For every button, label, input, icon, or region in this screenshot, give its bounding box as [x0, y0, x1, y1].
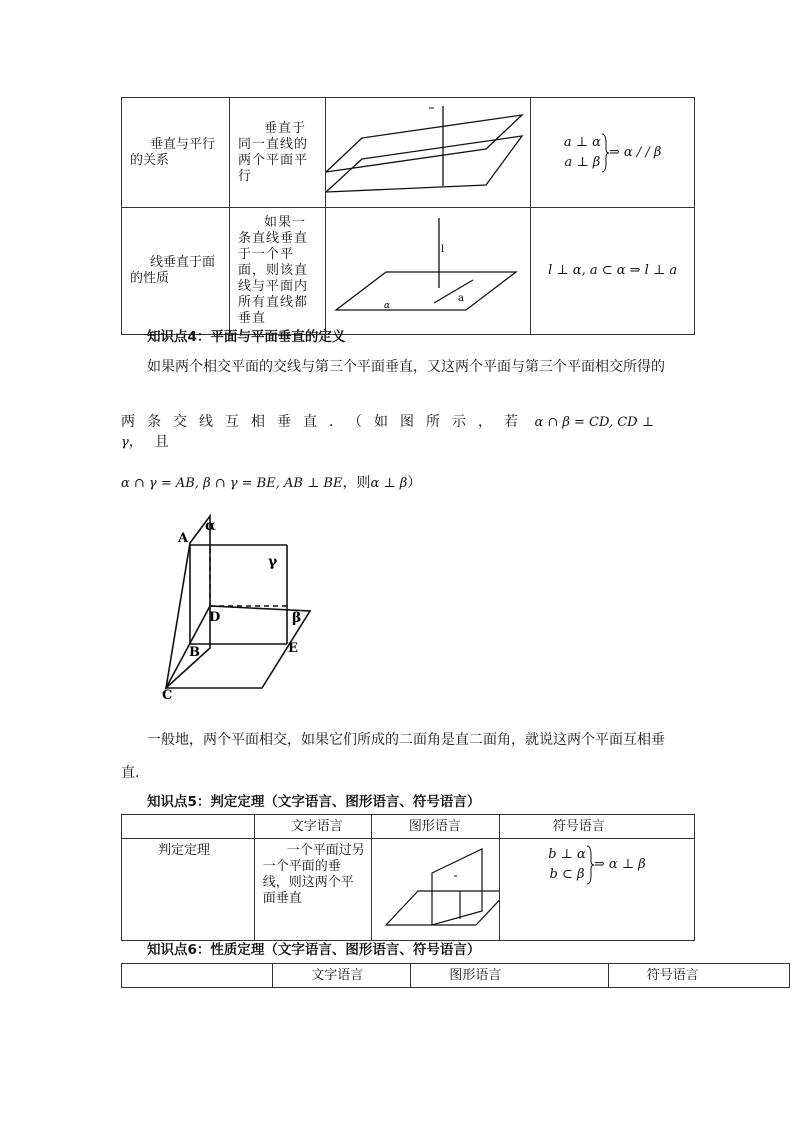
- kp4-heading: 知识点4：平面与平面垂直的定义: [147, 329, 346, 345]
- kp4-para3-end: ）: [407, 475, 422, 491]
- row-text: 如果一条直线垂直于一个平面，则该直线与平面内所有直线都垂直: [237, 215, 308, 326]
- kp4-para3: [121, 472, 421, 492]
- symbol-line: b ⊥ α: [548, 847, 586, 862]
- row-text-cell: [229, 98, 325, 208]
- symbol-group: [564, 133, 662, 173]
- header-cell: 符号语言: [608, 964, 789, 988]
- kp5-heading: 知识点5：判定定理（文字语言、图形语言、符号语言）: [147, 794, 481, 810]
- symbol-line: a ⊥ β: [564, 154, 601, 170]
- row-name-cell: [122, 839, 255, 941]
- symbol: l ⊥ α, a ⊂ α ⇒ l ⊥ a: [548, 263, 678, 278]
- plane-beta: [432, 849, 482, 925]
- header-cell: 图形语言: [411, 964, 608, 988]
- kp6-heading: 知识点6：性质定理（文字语言、图形语言、符号语言）: [147, 942, 481, 958]
- line-perpendicular-plane-figure: [326, 208, 530, 329]
- table-property-theorem: [121, 963, 790, 988]
- kp4-para3-math: α ∩ γ = AB, β ∩ γ = BE, AB ⊥ BE: [121, 476, 343, 491]
- row-name-cell: [122, 98, 230, 208]
- header-cell: [122, 815, 255, 839]
- label-A: A: [178, 531, 189, 546]
- table-row: [122, 98, 695, 208]
- perpendicular-planes-figure: [150, 508, 330, 703]
- kp4-para3-math2: α ⊥ β: [370, 476, 408, 491]
- label-gamma: γ: [268, 554, 278, 570]
- parallel-planes-figure: [326, 98, 530, 202]
- kp4-para2: [121, 411, 681, 451]
- line-a: [434, 280, 473, 303]
- row-symbol-cell: [531, 98, 695, 208]
- symbol-conditions: [564, 133, 601, 173]
- label-a: a: [458, 293, 465, 304]
- header-cell: 图形语言: [371, 815, 499, 839]
- table-header-row: [122, 964, 790, 988]
- brace: [586, 845, 594, 885]
- row-name: 垂直与平行的关系: [130, 136, 216, 168]
- row-symbol-cell: [499, 839, 694, 941]
- kp4-para4b: 直.: [121, 765, 140, 781]
- kp4-para2-end: ，且: [128, 434, 181, 450]
- determination-figure: [372, 839, 499, 935]
- header-cell: 文字语言: [273, 964, 411, 988]
- row-name: 判定定理: [158, 843, 211, 858]
- label-alpha: α: [384, 301, 391, 311]
- symbol-group: [548, 845, 645, 885]
- header-cell: 符号语言: [499, 815, 694, 839]
- row-name-cell: [122, 208, 230, 335]
- row-text-cell: [229, 208, 325, 335]
- symbol-line: a ⊥ α: [563, 134, 601, 150]
- table-plane-relations: [121, 97, 695, 335]
- label-D: D: [209, 610, 221, 625]
- kp4-para3-then: ，则: [342, 475, 371, 491]
- symbol-conditions: [548, 845, 586, 885]
- kp4-para1: 如果两个相交平面的交线与第三个平面垂直，又这两个平面与第三个平面相交所得的: [147, 359, 665, 375]
- table-determination-theorem: [121, 814, 695, 941]
- table-row: [122, 208, 695, 335]
- row-figure-cell: [326, 208, 531, 335]
- table-row: [122, 839, 695, 941]
- row-text: 一个平面过另一个平面的垂线，则这两个平面垂直: [262, 843, 365, 906]
- upper-plane: [326, 115, 522, 172]
- row-figure-cell: [326, 98, 531, 208]
- header-cell: 文字语言: [254, 815, 371, 839]
- row-name: 线垂直于面的性质: [130, 255, 216, 286]
- symbol-result: ⇒ α ⊥ β: [593, 857, 646, 872]
- kp4-para4a: 一般地，两个平面相交，如果它们所成的二面角是直二面角，就说这两个平面互相垂: [147, 732, 665, 748]
- label-beta: β: [292, 610, 302, 626]
- symbol-line: b ⊂ β: [549, 867, 585, 882]
- header-cell: [122, 964, 273, 988]
- row-figure-cell: [371, 839, 499, 941]
- label-B: B: [189, 645, 200, 660]
- row-symbol-cell: [531, 208, 695, 335]
- label-C: C: [162, 688, 173, 703]
- label-E: E: [288, 641, 298, 656]
- row-text: 垂直于同一直线的两个平面平行: [237, 120, 308, 184]
- label-l: l: [441, 244, 445, 255]
- label-alpha: α: [205, 518, 216, 534]
- plane-alpha: [336, 272, 516, 310]
- brace: [601, 133, 609, 173]
- symbol-result: ⇒ α / / β: [608, 144, 662, 160]
- kp4-para2-text: 两条交线互相垂直．（如图所示，若: [121, 414, 530, 430]
- row-text-cell: [254, 839, 371, 941]
- kp4-para2-math: α ∩ β = CD, CD ⊥ γ: [121, 415, 654, 450]
- table-header-row: [122, 815, 695, 839]
